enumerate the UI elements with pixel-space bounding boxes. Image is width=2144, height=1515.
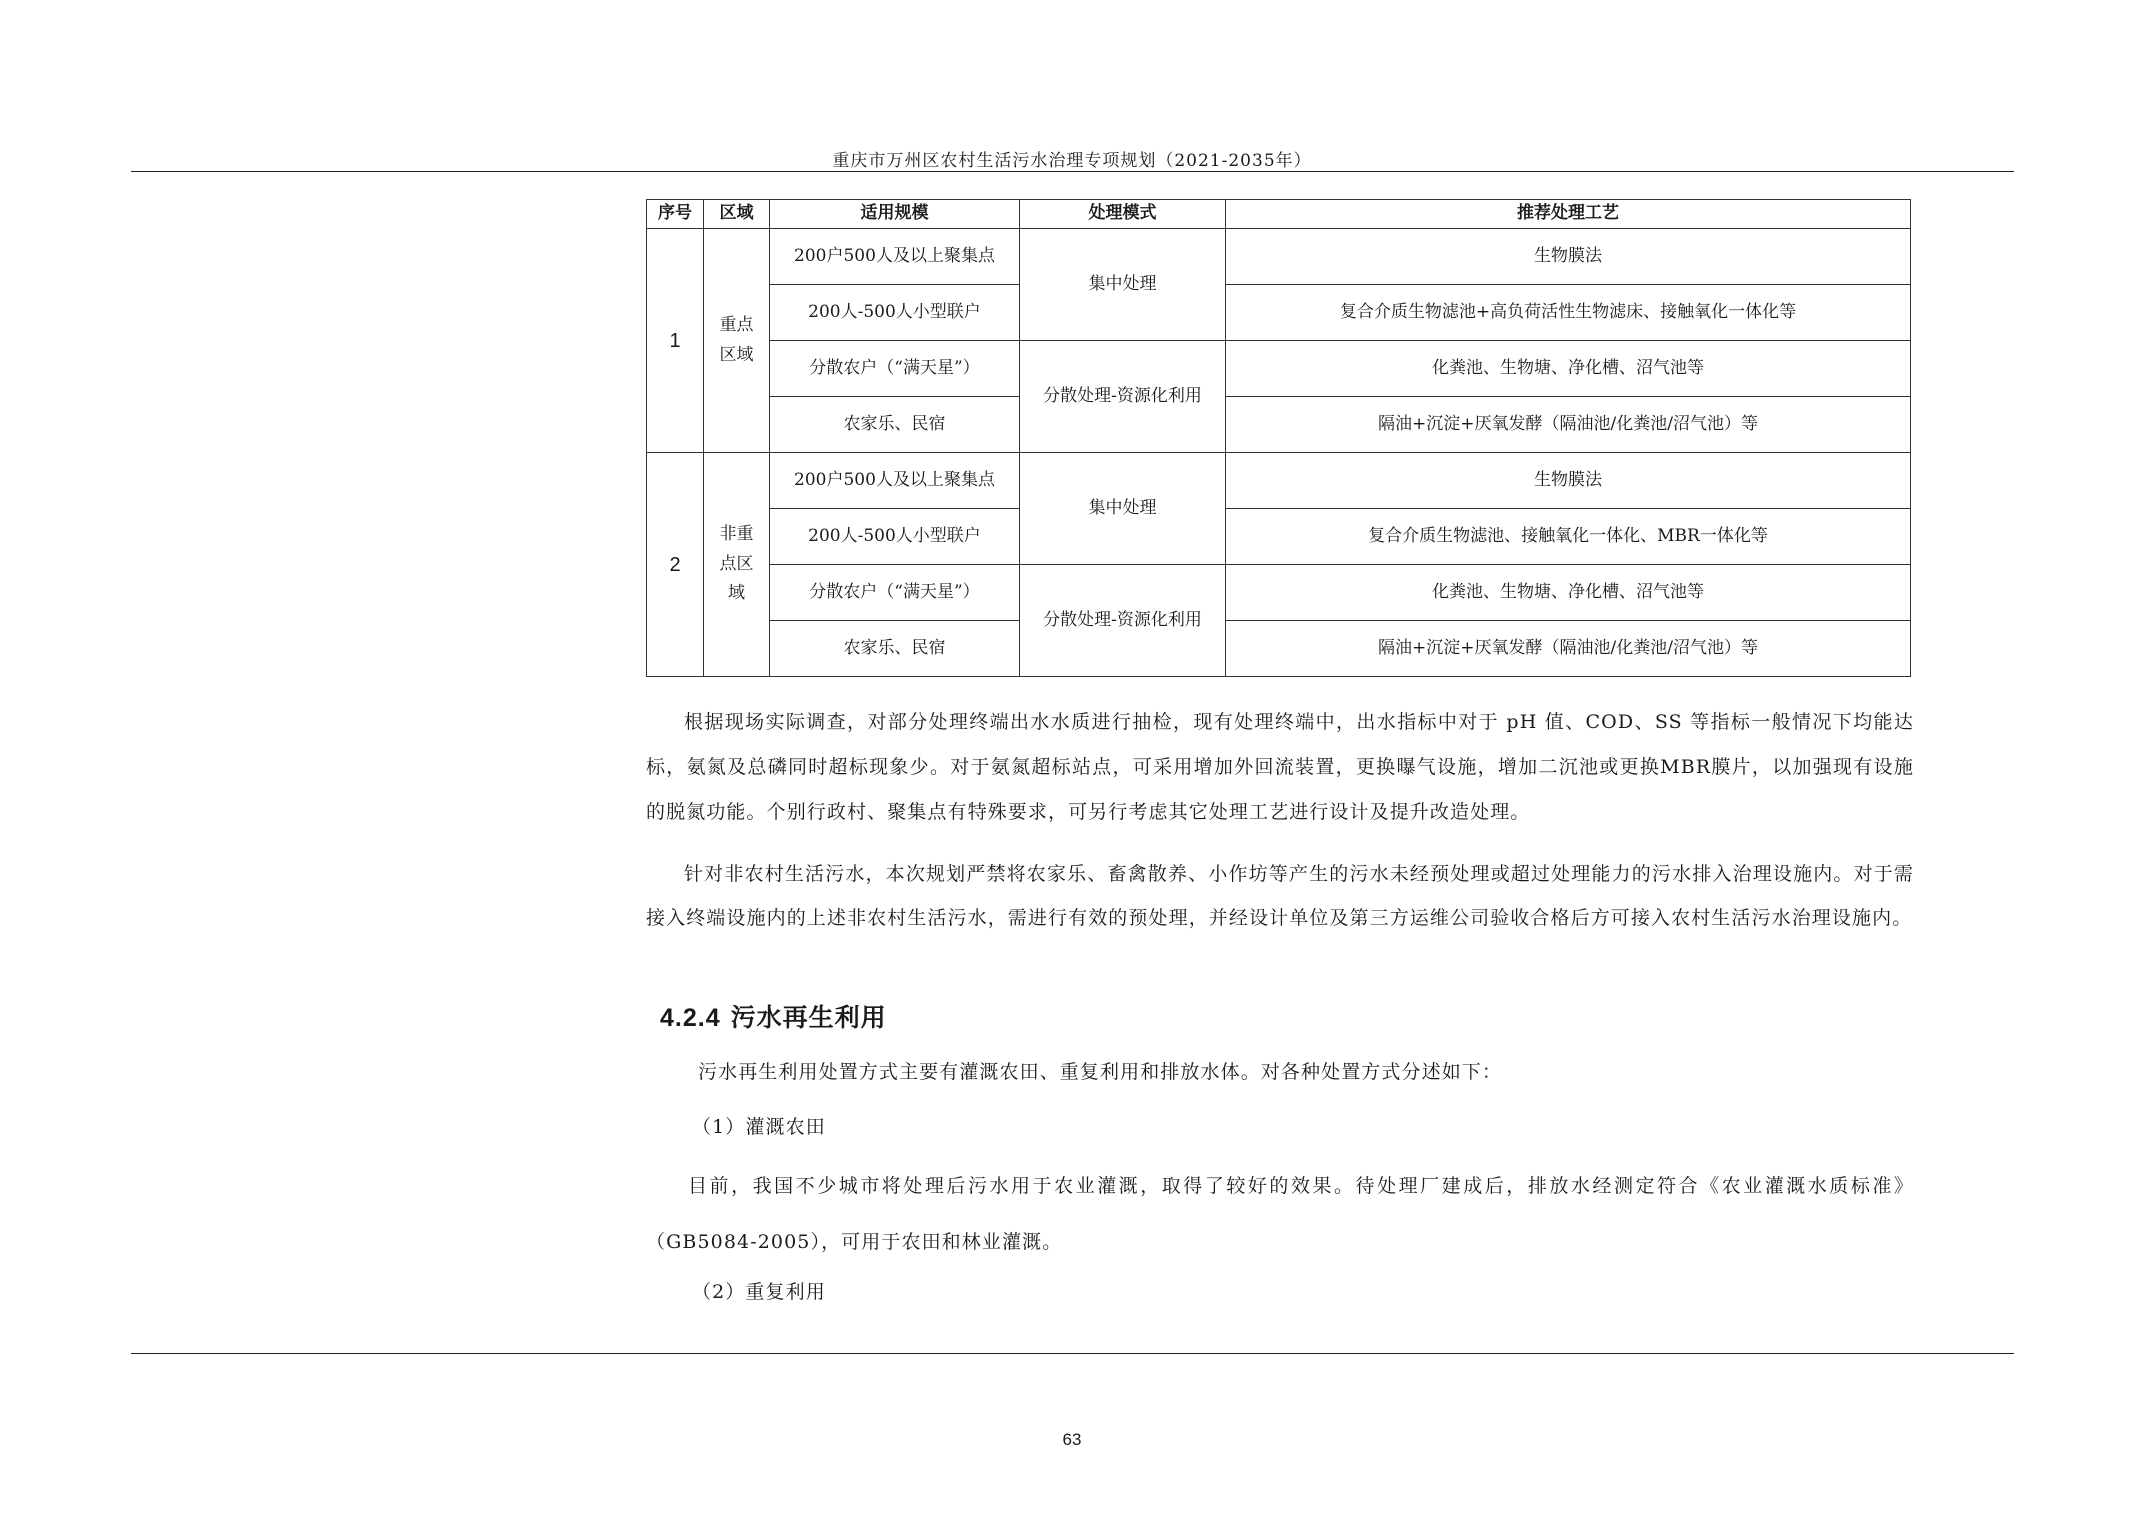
cell-process: 化粪池、生物塘、净化槽、沼气池等 [1226,565,1911,621]
cell-process: 隔油+沉淀+厌氧发酵（隔油池/化粪池/沼气池）等 [1226,621,1911,677]
cell-scale: 200人-500人小型联户 [770,285,1020,341]
section-heading-text: 污水再生利用 [730,1003,887,1032]
cell-scale: 分散农户（“满天星”） [770,341,1020,397]
footer-rule [131,1353,2014,1354]
cell-process: 化粪池、生物塘、净化槽、沼气池等 [1226,341,1911,397]
table-row [647,285,1911,341]
col-header-seq: 序号 [647,200,704,229]
col-header-process: 推荐处理工艺 [1226,200,1911,229]
page-number: 63 [1062,1430,1082,1449]
cell-process: 生物膜法 [1226,229,1911,285]
body-line: 污水再生利用处置方式主要有灌溉农田、重复利用和排放水体。对各种处置方式分述如下： [698,1061,1503,1083]
body-paragraph: 目前，我国不少城市将处理后污水用于农业灌溉，取得了较好的效果。待处理厂建成后，排放水经测定符合《农业灌溉水质标准》（GB5084-2005），可用于农田和林业灌溉。 [646,1175,1914,1253]
section-heading-number: 4.2.4 [660,1004,721,1032]
cell-scale: 农家乐、民宿 [770,621,1020,677]
treatment-process-table [646,199,1911,677]
cell-process: 复合介质生物滤池+高负荷活性生物滤床、接触氧化一体化等 [1226,285,1911,341]
cell-scale: 农家乐、民宿 [770,397,1020,453]
cell-seq: 1 [647,229,704,453]
col-header-mode: 处理模式 [1020,200,1226,229]
cell-seq: 2 [647,453,704,677]
header-rule [131,171,2014,172]
cell-scale: 200户500人及以上聚集点 [770,229,1020,285]
body-paragraph: 根据现场实际调查，对部分处理终端出水水质进行抽检，现有处理终端中，出水指标中对于 pH 值、COD、SS 等指标一般情况下均能达标，氨氮及总磷同时超标现象少。对于氨氮超标站点，可采用增加外回流装置，更换曝气设施，增加二沉池或更换MBR膜片，以加强现有设施的脱氮功能。个别行政村、聚集点有特殊要求，可另行考虑其它处理工艺进行设计及提升改造处理。 [646,711,1914,823]
cell-scale: 200户500人及以上聚集点 [770,453,1020,509]
body-paragraph: 针对非农村生活污水，本次规划严禁将农家乐、畜禽散养、小作坊等产生的污水未经预处理或超过处理能力的污水排入治理设施内。对于需接入终端设施内的上述非农村生活污水，需进行有效的预处理，并经设计单位及第三方运维公司验收合格后方可接入农村生活污水治理设施内。 [646,863,1914,929]
table-row [647,397,1911,453]
subsection-label: （2）重复利用 [692,1281,826,1303]
document-header-title: 重庆市万州区农村生活污水治理专项规划（2021-2035年） [832,151,1312,171]
table-row [647,509,1911,565]
cell-scale: 分散农户（“满天星”） [770,565,1020,621]
table-row [647,621,1911,677]
cell-scale: 200人-500人小型联户 [770,509,1020,565]
cell-process: 生物膜法 [1226,453,1911,509]
table-row [647,341,1911,397]
cell-process: 隔油+沉淀+厌氧发酵（隔油池/化粪池/沼气池）等 [1226,397,1911,453]
table-row [647,229,1911,285]
cell-mode: 分散处理-资源化利用 [1020,341,1226,453]
cell-region: 非重点区域 [704,453,770,677]
cell-mode: 集中处理 [1020,453,1226,565]
table-row [647,453,1911,509]
section-heading [660,998,887,1034]
cell-region: 重点区域 [704,229,770,453]
cell-mode: 分散处理-资源化利用 [1020,565,1226,677]
table-header-row [647,200,1911,229]
cell-mode: 集中处理 [1020,229,1226,341]
subsection-label: （1）灌溉农田 [692,1116,826,1138]
col-header-region: 区域 [704,200,770,229]
table-row [647,565,1911,621]
col-header-scale: 适用规模 [770,200,1020,229]
cell-process: 复合介质生物滤池、接触氧化一体化、MBR一体化等 [1226,509,1911,565]
